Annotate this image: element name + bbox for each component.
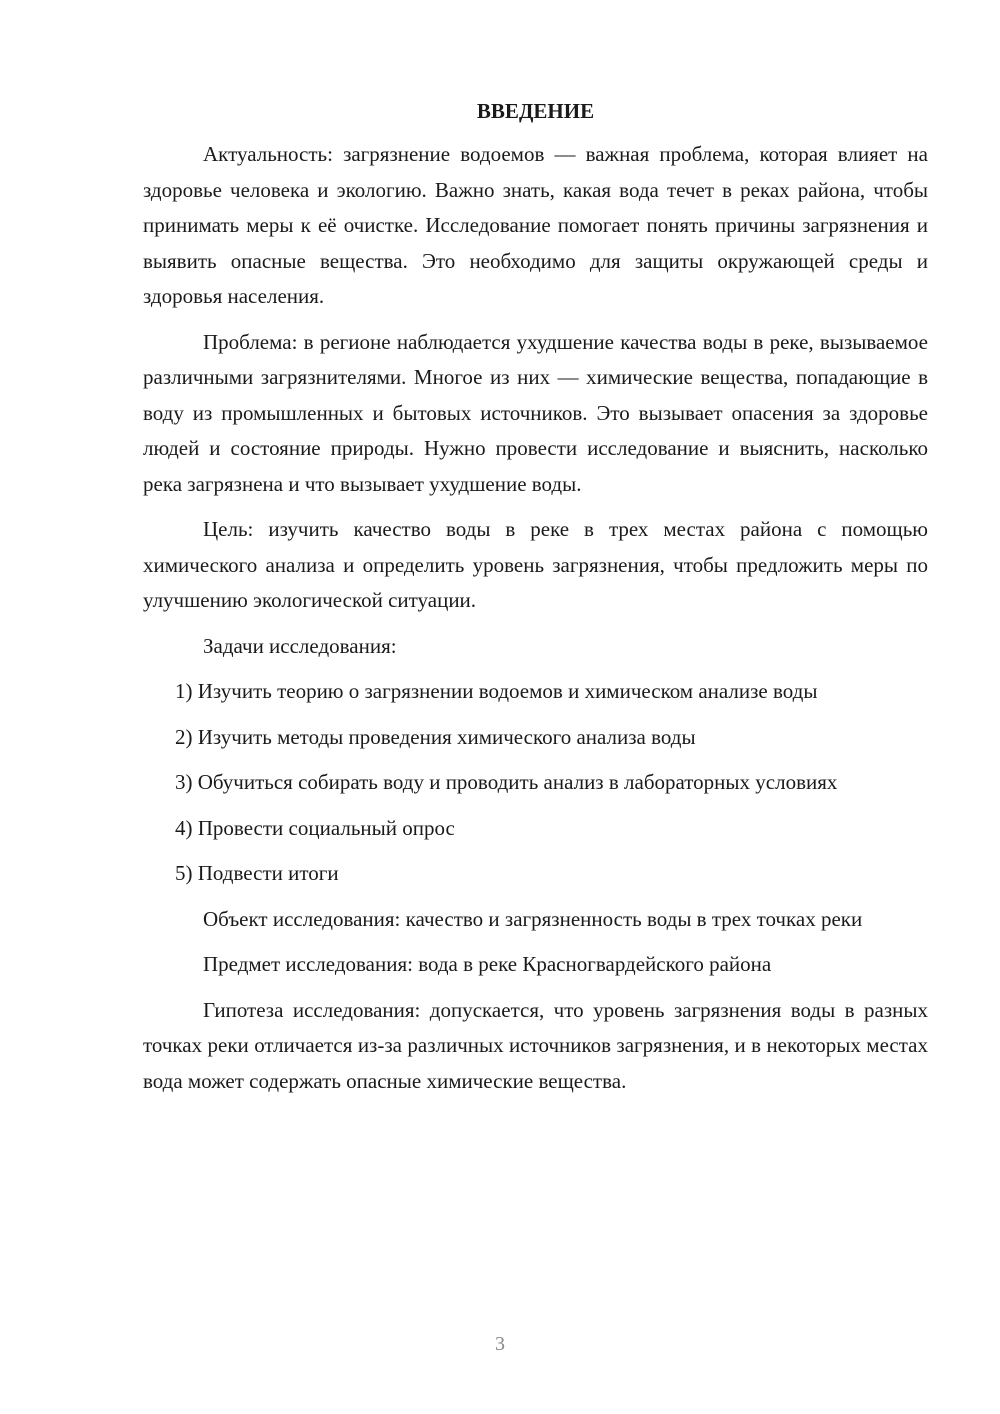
paragraph-hypothesis: Гипотеза исследования: допускается, что уровень загрязнения воды в разных точках реки отличается из-за различных источников загрязнения, и в некоторых местах вода может содержать опасные химические вещества. [143, 997, 928, 1093]
paragraph-object: Объект исследования: качество и загрязненность воды в трех точках реки [203, 906, 863, 931]
paragraph-problem: Проблема: в регионе наблюдается ухудшение качества воды в реке, вызываемое различными загрязнителями. Многое из них — химические вещества, попадающие в воду из промышленных и бытовых источников. Это вызывает опасения за здоровье людей и состояние природы. Нужно провести исследование и выяснить, насколько река загрязнена и что вызывает ухудшение воды. [143, 329, 928, 496]
task-item-4: 4) Провести социальный опрос [175, 815, 455, 840]
paragraph-goal: Цель: изучить качество воды в реке в трех местах района с помощью химического анализа и определить уровень загрязнения, чтобы предложить меры по улучшению экологической ситуации. [143, 517, 928, 612]
paragraph-tasks-heading: Задачи исследования: [203, 633, 397, 658]
document-page [143, 95, 928, 1109]
paragraph-relevance: Актуальность: загрязнение водоемов — важная проблема, которая влияет на здоровье человека и экологию. Важно знать, какая вода течет в реках района, чтобы принимать меры к её очистке. Исследование помогает понять причины загрязнения и выявить опасные вещества. Это необходимо для защиты окружающей среды и здоровья населения. [143, 142, 928, 308]
task-item-1: 1) Изучить теорию о загрязнении водоемов и химическом анализе воды [175, 679, 818, 703]
paragraph-subject: Предмет исследования: вода в реке Красногвардейского района [203, 952, 772, 976]
task-item-2: 2) Изучить методы проведения химического анализа воды [175, 724, 696, 749]
section-title: ВВЕДЕНИЕ [476, 99, 595, 123]
task-item-5: 5) Подвести итоги [175, 861, 339, 885]
task-item-3: 3) Обучиться собирать воду и проводить анализ в лабораторных условиях [175, 770, 838, 794]
page-number: 3 [495, 1333, 505, 1355]
